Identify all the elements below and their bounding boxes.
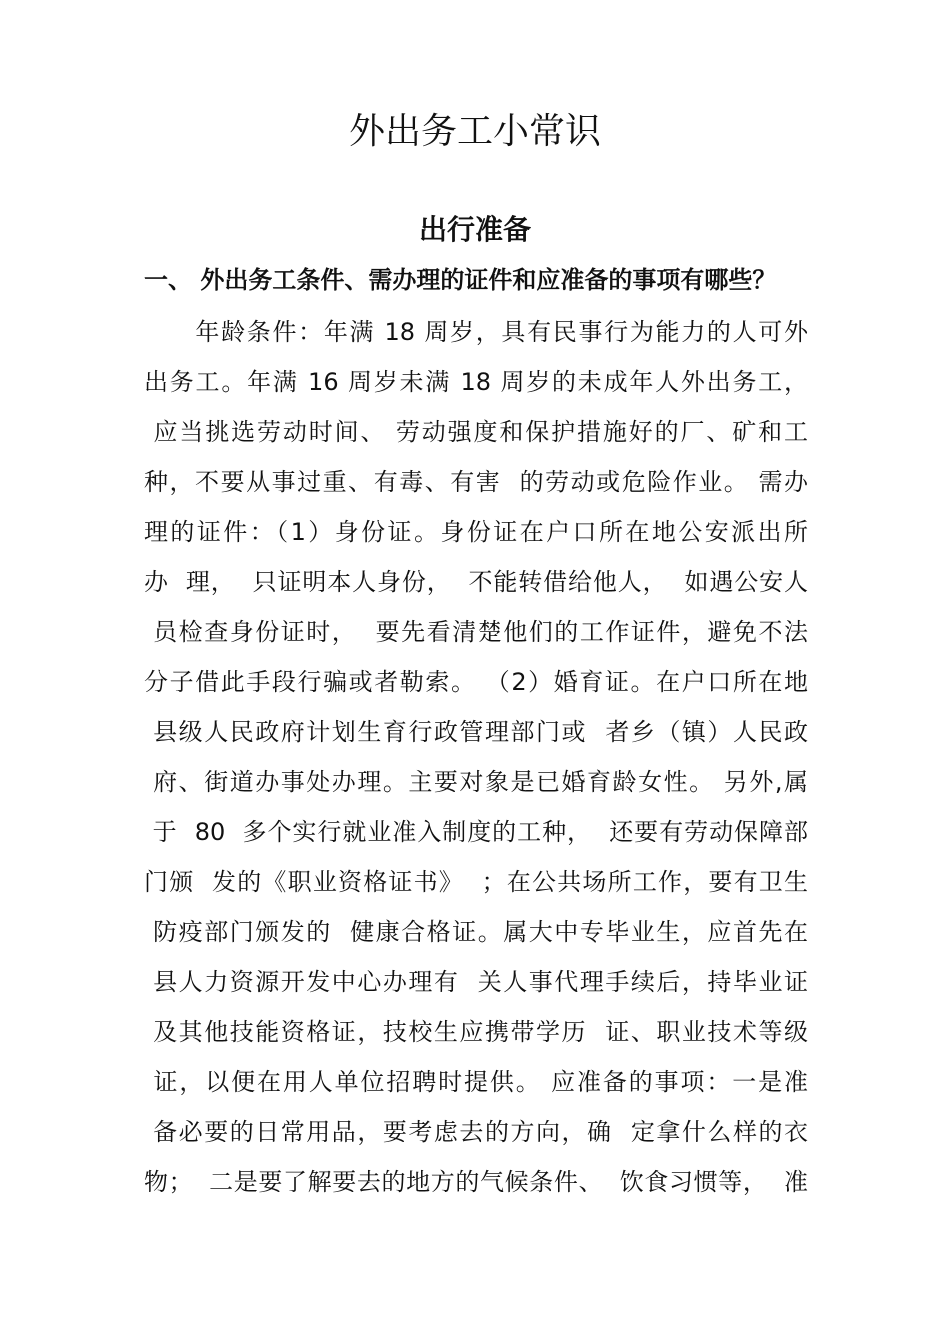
body-line: 县级人民政府计划生育行政管理部门或 者乡（镇）人民政 xyxy=(144,718,808,746)
body-line: 分子借此手段行骗或者勒索。 （2）婚育证。在户口所在地 xyxy=(144,668,808,696)
body-line: 及其他技能资格证，技校生应携带学历 证、职业技术等级 xyxy=(144,1018,808,1046)
body-line: 门颁 发的《职业资格证书》 ；在公共场所工作，要有卫生 xyxy=(144,868,808,896)
body-line: 府、街道办事处办理。主要对象是已婚育龄女性。 另外,属 xyxy=(144,768,808,796)
body-line: 员检查身份证时， 要先看清楚他们的工作证件，避免不法 xyxy=(144,618,808,646)
body-line: 理的证件：（1）身份证。身份证在户口所在地公安派出所 xyxy=(144,518,808,546)
question-heading: 一、 外出务工条件、需办理的证件和应准备的事项有哪些？ xyxy=(144,266,777,294)
body-line: 应当挑选劳动时间、 劳动强度和保护措施好的厂、矿和工 xyxy=(144,418,808,446)
body-line: 备必要的日常用品，要考虑去的方向，确 定拿什么样的衣 xyxy=(144,1118,808,1146)
body-line: 物； 二是要了解要去的地方的气候条件、 饮食习惯等， 准 xyxy=(144,1168,808,1196)
page-title: 外出务工小常识 xyxy=(348,111,601,152)
body-line: 出务工。年满 16 周岁未满 18 周岁的未成年人外出务工， xyxy=(144,368,808,396)
body-line: 证，以便在用人单位招聘时提供。 应准备的事项：一是准 xyxy=(144,1068,808,1096)
body-line: 县人力资源开发中心办理有 关人事代理手续后，持毕业证 xyxy=(144,968,808,996)
section-title: 出行准备 xyxy=(418,213,531,246)
body-line: 种，不要从事过重、有毒、有害 的劳动或危险作业。 需办 xyxy=(144,468,808,496)
body-line: 办 理， 只证明本人身份， 不能转借给他人， 如遇公安人 xyxy=(144,568,808,596)
body-line: 年龄条件：年满 18 周岁，具有民事行为能力的人可外 xyxy=(144,318,808,346)
body-line: 防疫部门颁发的 健康合格证。属大中专毕业生，应首先在 xyxy=(144,918,808,946)
body-line: 于 80 多个实行就业准入制度的工种， 还要有劳动保障部 xyxy=(144,818,808,846)
